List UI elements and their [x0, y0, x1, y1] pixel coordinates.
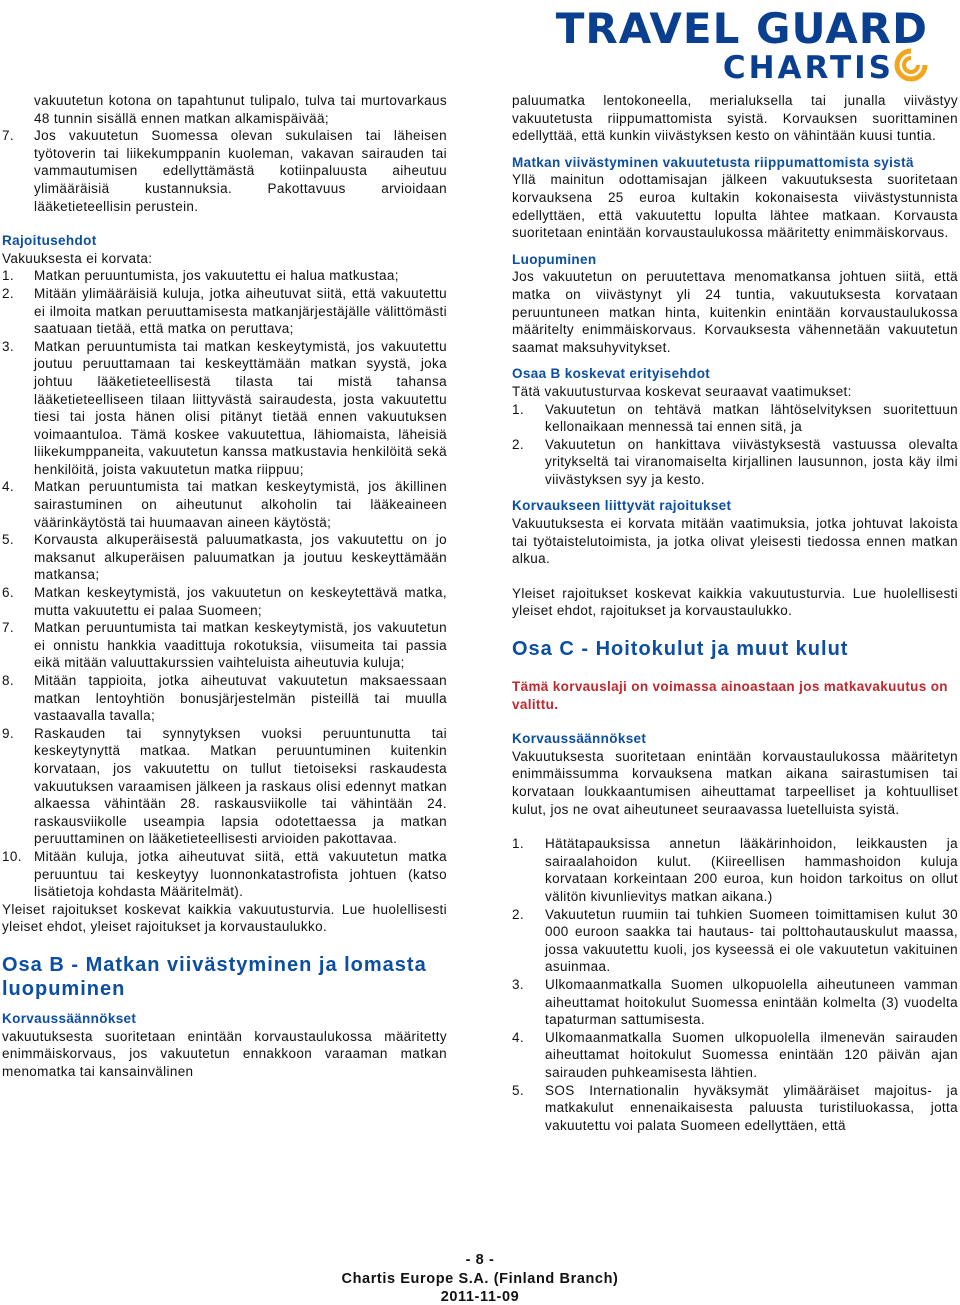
- logo-title: TRAVEL GUARD: [555, 4, 928, 53]
- list-item: 5. Korvausta alkuperäisestä paluumatkasta, jos vakuutettu on jo maksanut alkuperäisen paluumatkan ja joutuu keskeyttämään matkansa;: [2, 532, 447, 583]
- list-item: 7. Jos vakuutetun Suomessa olevan sukulaisen tai läheisen työtoverin tai liikekumppanin kuoleman, vakavan sairauden tai vammautumisen edellyttämästä kotiinpaluusta aiheutuu ylimääräisiä kustannuksia. Pakottavuus arvioidaan lääketieteellisin perustein.: [2, 128, 447, 214]
- delay-text: Yllä mainitun odottamisajan jälkeen vakuutuksesta suoritetaan korvauksena 25 euroa kultakin kokonaisesta viivästystunnista edellyttäen, että vakuutettu lopulta lähtee matkaan. Korvausta suoritetaan enintään korvaustaulukossa määritetty enimmäiskorvaus.: [512, 172, 958, 241]
- restrictions-subheading: Vakuuksesta ei korvata:: [2, 250, 153, 266]
- list-item: 3. Ulkomaanmatkalla Suomen ulkopuolella aiheutuneen vamman aiheuttamat hoitokulut Suomessa enintään kolmelta (3) vuodelta tapaturman sattumisesta.: [512, 976, 958, 1028]
- section-c-notice: Tämä korvauslaji on voimassa ainoastaan jos matkavakuutus on valittu.: [512, 679, 948, 712]
- list-item: 8. Mitään tappioita, jotka aiheutuvat vakuutetun maksaessaan matkan lentoyhtiön bonusjärjestelmän pisteillä tai muulla vastaavalla tavalla;: [2, 673, 447, 724]
- list-item: 4. Matkan peruuntumista tai matkan keskeytymistä, jos äkillinen sairastuminen on aiheutunut alkoholin tai lääkeaineen väärinkäytöstä tai huumaavan aineen käytöstä;: [2, 479, 447, 530]
- section-b-title: Osa B - Matkan viivästyminen ja lomasta luopuminen: [2, 953, 427, 1000]
- list-item: 1. Matkan peruuntumista, jos vakuutettu ei halua matkustaa;: [2, 268, 399, 284]
- list-item: 1. Hätätapauksissa annetun lääkärinhoidon, leikkausten ja sairaalahoidon kulut. (Kiireellisen hammashoidon kuluja korvataan korkeintaan 200 euroa, kun hoidon tarkoitus on ollut välitön kivunlievitys matkan aikana.): [512, 836, 958, 904]
- list-item: 9. Raskauden tai synnytyksen vuoksi peruuntunutta tai keskeytynyttä matkaa. Matkan peruuntuminen kuitenkin korvataan, jos vakuutettu on tullut tietoiseksi raskaudesta vakuutuksen varaamisen jälkeen ja raskaus olisi edennyt matkan alkaessa vähintään 28. raskausviikolle tai vähintään 24. raskausviikolle useampia lapsia odotettaessa ja matkan peruuttaminen on lääketieteellisesti arvioiden pakottavaa.: [2, 725, 447, 847]
- page-number: - 8 -: [465, 1252, 495, 1268]
- list-item: 10. Mitään kuluja, jotka aiheutuvat siitä, että vakuutetun matka peruuntuu tai keskeytyy luonnonkatastrofista johtuen (katso lisätietoja kohdasta Määritelmät).: [2, 848, 447, 900]
- footer-company: Chartis Europe S.A. (Finland Branch): [341, 1271, 619, 1287]
- right-column: [512, 92, 958, 1134]
- list-item: 2. Mitään ylimääräisiä kuluja, jotka aiheutuvat siitä, että vakuutettu ei ilmoita matkan peruuttamisesta matkanjärjestäjälle välittömästi saatuaan tietää, että matka on peruttava;: [2, 285, 447, 337]
- list-item: 2. Vakuutetun on hankittava viivästyksestä vastuussa olevalta yritykseltä tai viranomaiselta kirjallinen lausunnon, josta käy ilmi viivästyksen syy ja kesto.: [512, 436, 958, 487]
- special-terms-intro: Tätä vakuutusturvaa koskevat seuraavat vaatimukset:: [512, 383, 852, 399]
- list-item: 2. Vakuutetun ruumiin tai tuhkien Suomeen toimittamisen kulut 30 000 euroon saakka tai hautaus- tai polttohautauskulut maassa, jossa vakuutettu kuoli, jos kyseessä ei ole vakuutetun vakituinen asuinmaa.: [512, 906, 958, 975]
- travel-guard-logo: [555, 4, 928, 86]
- limits-text: Vakuutuksesta ei korvata mitään vaatimuksia, jotka johtuvat lakoista tai työtaistelutoimista, ja jotka olivat yleisesti tiedossa ennen matkan alkua.: [512, 516, 958, 567]
- section-c-title: Osa C - Hoitokulut ja muut kulut: [512, 638, 849, 661]
- general-note: Yleiset rajoitukset koskevat kaikkia vakuutusturvia. Lue huolellisesti yleiset ehdot, yleiset rajoitukset ja korvaustaulukko.: [2, 901, 447, 935]
- left-column: [2, 92, 447, 1080]
- list-item: 3. Matkan peruuntumista tai matkan keskeytymistä, jos vakuutettu joutuu peruuttamaan tai keskeyttämään matkan syystä, joka johtuu lääketieteellisestä tilasta tai mistä tahansa lääketieteelliseen tilaan liittyvästä sairaudesta, josta vakuutettu tiesi tai josta hänen olisi pitänyt tietää ennen vakuutuksen voimaantuloa. Tämä koskee vakuutettua, lähiomaista, läheisiä liikekumppaneita, vakuutetun kanssa matkustavia henkilöitä sekä henkilöitä, joista vakuutetun matka riippuu;: [2, 338, 447, 477]
- giveup-text: Jos vakuutetun on peruutettava menomatkansa johtuen siitä, että matka on viivästynyt yli 24 tuntia, vakuutuksesta korvataan peruuntuneen matkan hinta, kuitenkin enintään korvaustaulukossa määritelty enimmäiskorvaus. Korvauksesta vähennetään vakuutetun saamat maksuhyvitykset.: [512, 269, 958, 355]
- footer-date: 2011-11-09: [440, 1289, 520, 1305]
- logo-subtitle: CHARTIS: [722, 50, 894, 86]
- chartis-swirl-icon: [894, 48, 928, 82]
- restrictions-heading: Rajoitusehdot: [2, 233, 97, 249]
- continued-text: paluumatka lentokoneella, merialuksella tai junalla viivästyy vakuutetusta riippumattomista syistä. Korvauksen suorittaminen edellyttää, että kunkin viivästyksen kesto on vähintään kuusi tuntia.: [512, 93, 958, 144]
- limits-heading: Korvaukseen liittyvät rajoitukset: [512, 498, 732, 514]
- list-item: 6. Matkan keskeytymistä, jos vakuutetun on keskeytettävä matka, mutta vakuutettu ei palaa Suomeen;: [2, 585, 447, 618]
- list-item: 7. Matkan peruuntumista tai matkan keskeytymistä, jos vakuutetun ei onnistu hankkia vaadittuja rokotuksia, viisumeita tai passia eikä mitään valuuttakurssien vaihteluista aiheutuvia kuluja;: [2, 620, 447, 671]
- list-item: [2, 92, 447, 127]
- section-c-text: Vakuutuksesta suoritetaan enintään korvaustaulukossa määritetyn enimmäissumma korvauksena matkan aikana sairastumisen tai korvataan loukkaantumisen aiheuttamat tarpeelliset ja kohtuulliset kulut, jos ne ovat aiheutuneet seuraavassa luetelluista syistä.: [512, 748, 958, 817]
- giveup-heading: Luopuminen: [512, 251, 597, 267]
- list-item: 1. Vakuutetun on tehtävä matkan lähtöselvityksen suoritettuun kellonaikaan mennessä tai ennen sitä, ja: [512, 401, 958, 435]
- section-b-text: vakuutuksesta suoritetaan enintään korvaustaulukossa määritetty enimmäiskorvaus, jos vakuutetun ennakkoon varaaman matkan menomatka tai kansainvälinen: [2, 1028, 447, 1079]
- special-terms-heading: Osaa B koskevat erityisehdot: [512, 366, 711, 382]
- general-note: Yleiset rajoitukset koskevat kaikkia vakuutusturvia. Lue huolellisesti yleiset ehdot, rajoitukset ja korvaustaulukko.: [512, 585, 958, 619]
- list-item: 5. SOS Internationalin hyväksymät ylimääräiset majoitus- ja matkakulut ennenaikaisesta paluusta turistiluokassa, jotta vakuutettu voi palata Suomeen edellyttäen, että: [512, 1082, 958, 1133]
- section-c-subheading: Korvaussäännökset: [512, 731, 647, 747]
- section-b-subheading: Korvaussäännökset: [2, 1010, 137, 1026]
- list-item: 4. Ulkomaanmatkalla Suomen ulkopuolella ilmenevän sairauden aiheuttamat hoitokulut Suomessa enintään 120 päivän ajan sairauden puhkeamisesta lähtien.: [512, 1029, 958, 1080]
- intro-text: vakuutetun kotona on tapahtunut tulipalo, tulva tai murtovarkaus 48 tunnin sisällä ennen matkan alkamispäivää;: [34, 93, 447, 126]
- delay-heading: Matkan viivästyminen vakuutetusta riippumattomista syistä: [512, 154, 914, 170]
